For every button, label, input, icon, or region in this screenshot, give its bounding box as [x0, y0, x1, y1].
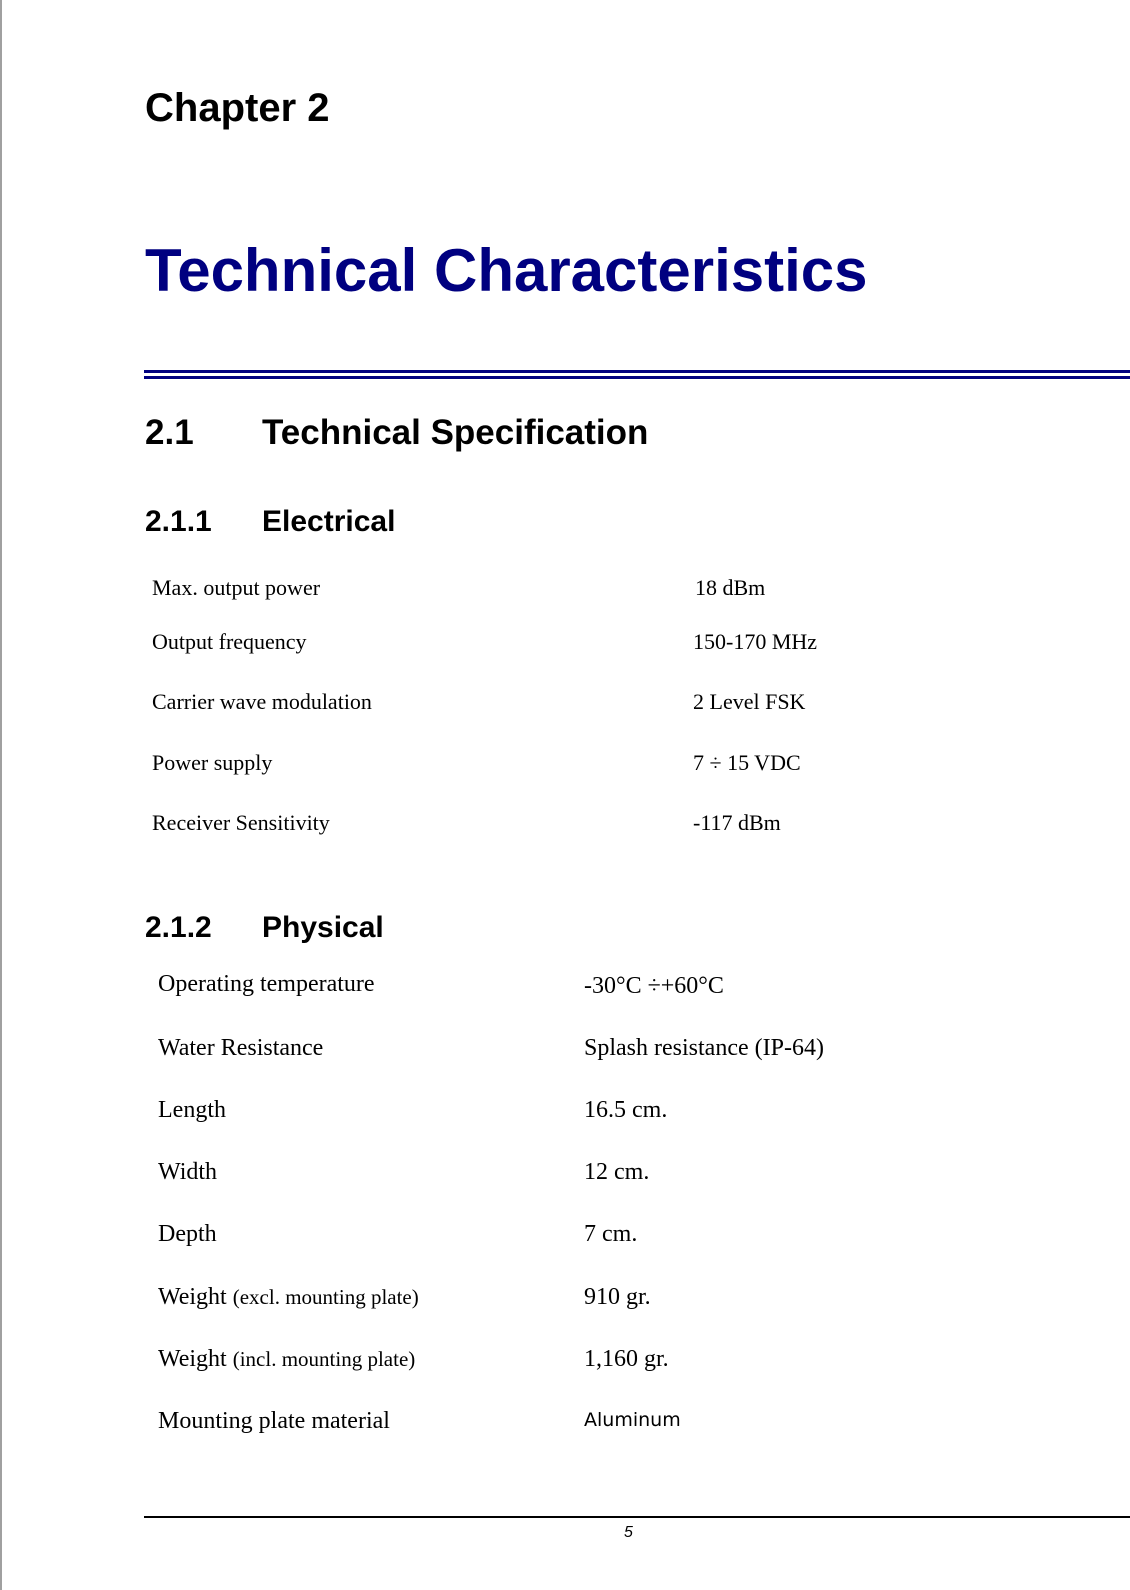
spec-label: Carrier wave modulation	[152, 689, 372, 714]
title-rule-top	[144, 370, 1130, 373]
spec-value: 7 cm.	[584, 1221, 638, 1247]
spec-label: Max. output power	[152, 575, 321, 600]
electrical-title: Electrical	[262, 505, 396, 538]
spec-label	[158, 1284, 419, 1311]
page-number: 5	[624, 1524, 633, 1541]
spec-value: Aluminum	[584, 1409, 681, 1431]
spec-label: Output frequency	[152, 629, 307, 654]
spec-label-note: (excl. mounting plate)	[232, 1285, 419, 1309]
spec-value: Splash resistance (IP-64)	[584, 1035, 824, 1061]
page-left-border	[0, 0, 2, 1590]
spec-value: 18 dBm	[695, 575, 766, 600]
spec-label: Power supply	[152, 750, 273, 775]
title-rule-bottom	[144, 376, 1130, 379]
chapter-label: Chapter 2	[145, 86, 330, 130]
spec-label: Width	[158, 1159, 218, 1185]
spec-value: 910 gr.	[584, 1284, 651, 1310]
electrical-number: 2.1.1	[145, 505, 212, 538]
spec-value: 12 cm.	[584, 1159, 650, 1185]
spec-value: 7 ÷ 15 VDC	[693, 750, 801, 775]
spec-value: 1,160 gr.	[584, 1346, 669, 1372]
spec-value: 16.5 cm.	[584, 1097, 668, 1123]
spec-label	[158, 1346, 415, 1373]
spec-label-note: (incl. mounting plate)	[232, 1347, 416, 1371]
spec-label: Length	[158, 1097, 226, 1123]
spec-value: -117 dBm	[693, 810, 781, 835]
footer-rule	[144, 1516, 1130, 1518]
spec-label: Mounting plate material	[158, 1408, 390, 1434]
spec-label: Water Resistance	[158, 1035, 324, 1061]
spec-label: Operating temperature	[158, 971, 375, 997]
spec-value: 2 Level FSK	[693, 689, 806, 714]
page-title: Technical Characteristics	[145, 237, 868, 304]
section-number: 2.1	[145, 413, 194, 452]
section-title: Technical Specification	[262, 413, 649, 452]
spec-label-main: Weight	[158, 1284, 227, 1310]
spec-value: -30°C ÷+60°C	[584, 973, 724, 999]
physical-number: 2.1.2	[145, 911, 212, 944]
spec-label: Depth	[158, 1221, 217, 1247]
spec-label-main: Weight	[158, 1346, 227, 1372]
spec-label: Receiver Sensitivity	[152, 810, 330, 835]
spec-value: 150-170 MHz	[693, 629, 818, 654]
physical-title: Physical	[262, 911, 384, 944]
